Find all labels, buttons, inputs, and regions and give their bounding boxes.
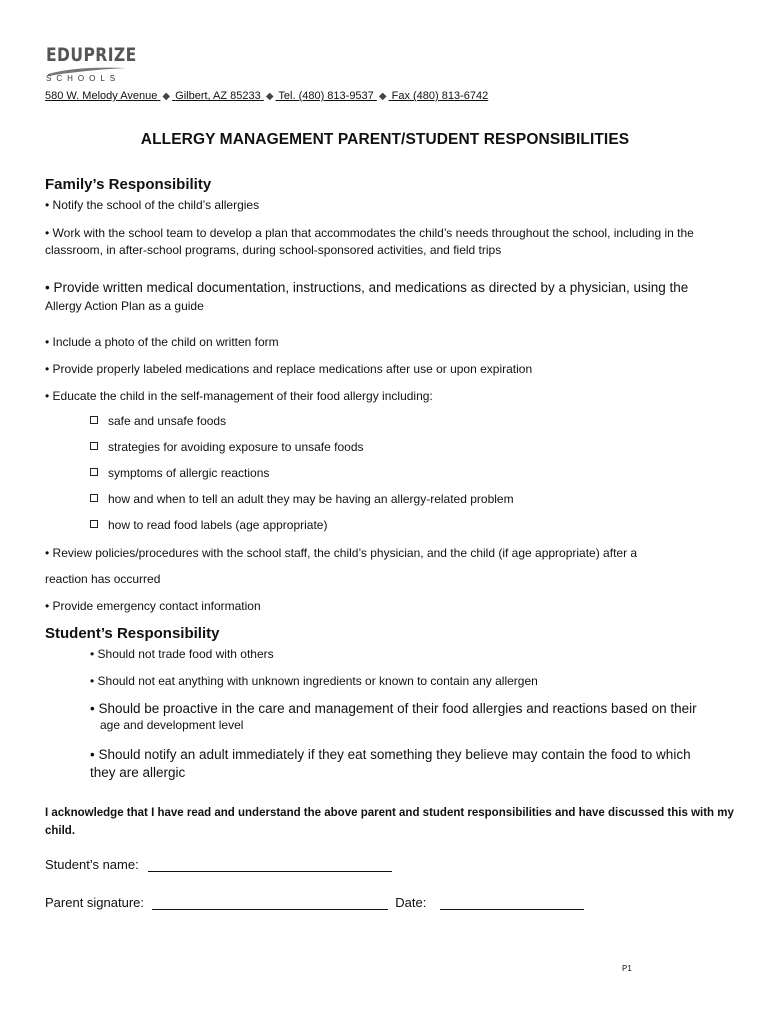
fax: Fax (480) 813-6742: [391, 90, 489, 102]
document-title: ALLERGY MANAGEMENT PARENT/STUDENT RESPONSIBILITIES: [140, 131, 630, 148]
parent-signature-field: [45, 895, 584, 910]
family-responsibility-heading: Family’s Responsibility: [45, 176, 212, 193]
telephone: Tel. (480) 813-9537: [278, 90, 374, 102]
checkbox-square-icon: [90, 494, 98, 502]
educate-subitem: strategies for avoiding exposure to unsafe foods: [90, 440, 364, 454]
date-line[interactable]: [440, 895, 584, 910]
eduprize-logo: [46, 44, 137, 88]
student-responsibility-heading: Student’s Responsibility: [45, 625, 220, 642]
family-item-work: • Work with the school team to develop a plan that accommodates the child’s needs throughout the school, including in the classroom, in after-school programs, during school-sponsored activities, and field trips: [45, 226, 694, 257]
family-item-labeled: • Provide properly labeled medications and replace medications after use or upon expiration: [45, 362, 533, 376]
page-number: P1: [622, 964, 632, 973]
checkbox-square-icon: [90, 442, 98, 450]
street-address: 580 W. Melody Avenue: [45, 90, 158, 102]
family-item-emergency: • Provide emergency contact information: [45, 599, 261, 613]
educate-subitem: how and when to tell an adult they may be having an allergy-related problem: [90, 492, 514, 506]
date-label: Date:: [395, 895, 427, 910]
student-item-notify-2: they are allergic: [90, 765, 186, 780]
family-item-review-2: reaction has occurred: [45, 572, 161, 586]
city-state-zip: Gilbert, AZ 85233: [175, 90, 261, 102]
student-item-proactive-1: • Should be proactive in the care and management of their food allergies and reactions based on their: [90, 701, 697, 716]
student-item-trade: • Should not trade food with others: [90, 647, 274, 661]
parent-signature-label: Parent signature:: [45, 895, 145, 910]
logo-subtitle: SCHOOLS: [46, 74, 121, 83]
acknowledgement-statement: I acknowledge that I have read and understand the above parent and student responsibilities and have discussed this with my child.: [45, 807, 734, 837]
checkbox-square-icon: [90, 520, 98, 528]
family-item-provide-doc-1: • Provide written medical documentation, instructions, and medications as directed by a physician, using the: [45, 280, 689, 295]
student-name-line[interactable]: [148, 857, 392, 872]
student-name-label: Student’s name:: [45, 857, 139, 872]
parent-signature-line[interactable]: [152, 895, 388, 910]
student-item-proactive: [90, 701, 697, 732]
educate-subitem: how to read food labels (age appropriate): [90, 518, 327, 532]
student-item-notify-1: • Should notify an adult immediately if they eat something they believe may contain the food to which: [90, 747, 691, 762]
checkbox-square-icon: [90, 416, 98, 424]
student-item-proactive-2: age and development level: [100, 718, 244, 732]
family-item-photo: • Include a photo of the child on written form: [45, 335, 279, 349]
checkbox-square-icon: [90, 468, 98, 476]
school-address-line: [45, 90, 488, 102]
family-item-notify: • Notify the school of the child’s allergies: [45, 198, 260, 212]
family-item-provide-doc-2: Allergy Action Plan as a guide: [45, 299, 204, 313]
diamond-separator-icon: ◆: [265, 91, 274, 102]
diamond-separator-icon: ◆: [378, 91, 387, 102]
student-item-unknown: • Should not eat anything with unknown ingredients or known to contain any allergen: [90, 674, 538, 688]
family-item-review-1: • Review policies/procedures with the school staff, the child’s physician, and the child (if age appropriate) after a: [45, 546, 638, 560]
educate-subitem: safe and unsafe foods: [90, 414, 226, 428]
logo-wordmark: EDUPRIZE: [46, 44, 137, 66]
family-item-educate: • Educate the child in the self-management of their food allergy including:: [45, 389, 433, 403]
educate-subitem: symptoms of allergic reactions: [90, 466, 269, 480]
student-name-field: [45, 857, 392, 872]
diamond-separator-icon: ◆: [162, 91, 171, 102]
student-item-notify: [90, 747, 691, 780]
